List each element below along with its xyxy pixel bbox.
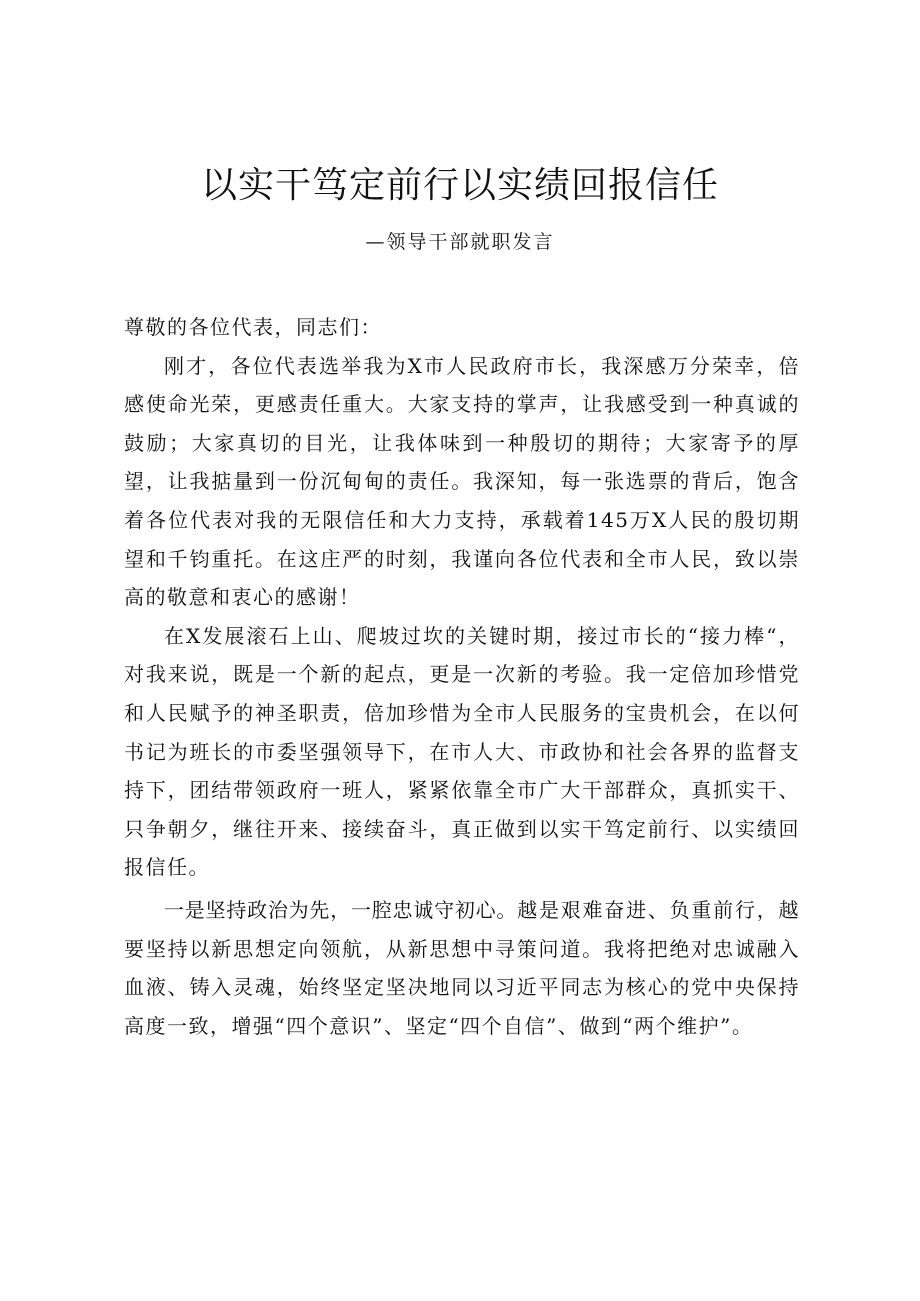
paragraph [124, 617, 800, 887]
paragraph-heading: 一是坚持政治为先，一腔忠诚守初心。 [164, 897, 518, 922]
paragraph-text: 刚才，各位代表选举我为X市人民政府市长，我深感万分荣幸，倍感使命光荣，更感责任重大。大家支持的掌声，让我感受到一种真诚的鼓励；大家真切的目光，让我体味到一种殷切的期待；大家寄予的厚望，让我掂量到一份沉甸甸的责任。我深知，每一张选票的背后，饱含着各位代表对我的无限信任和大力支持，承载着145万X人民的殷切期望和千钧重托。在这庄严的时刻，我谨向各位代表和全市人民，致以崇高的敬意和衷心的感谢！ [124, 353, 800, 610]
paragraph-text: 在X发展滚石上山、爬坡过坎的关键时期，接过市长的“接力棒“，对我来说，既是一个新的起点，更是一次新的考验。我一定倍加珍惜党和人民赋予的神圣职责，倍加珍惜为全市人民服务的宝贵机会，在以何书记为班长的市委坚强领导下，在市人大、市政协和社会各界的监督支持下，团结带领政府一班人，紧紧依靠全市广大干部群众，真抓实干、只争朝夕，继往开来、接续奋斗，真正做到以实干笃定前行、以实绩回报信任。 [124, 623, 800, 880]
document-subtitle: —领导干部就职发言 [365, 231, 555, 253]
paragraph-text: 越是艰难奋进、负重前行，越要坚持以新思想定向领航，从新思想中寻策问道。我将把绝对忠诚融入血液、铸入灵魂，始终坚定坚决地同以习近平同志为核心的党中央保持高度一致，增强“四个意识”、坚定“四个自信”、做到“两个维护”。 [124, 897, 801, 1038]
paragraph [124, 347, 800, 617]
salutation: 尊敬的各位代表，同志们： [124, 315, 382, 339]
document-title: 以实干笃定前行以实绩回报信任 [200, 165, 719, 206]
document-body [124, 308, 800, 1045]
paragraph [124, 891, 800, 1045]
